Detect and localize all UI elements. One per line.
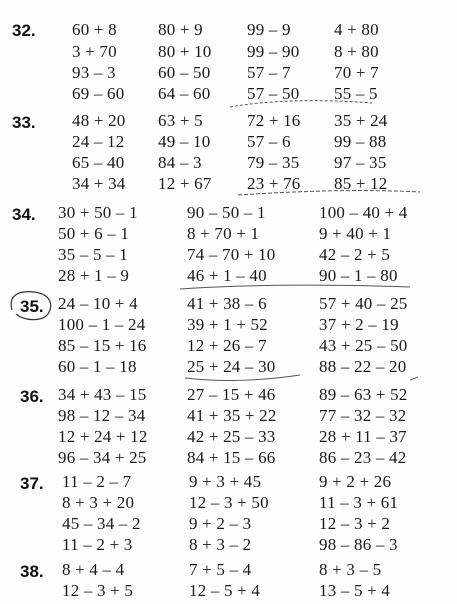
expression: 30 + 50 – 1: [58, 203, 138, 222]
expression: 85 + 12: [334, 174, 388, 193]
expression: 37 + 2 – 19: [319, 315, 399, 334]
expression: 57 + 40 – 25: [319, 294, 408, 313]
expression: 69 – 60: [72, 84, 125, 103]
expression: 80 + 9: [158, 20, 203, 39]
expression: 8 + 3 – 5: [319, 560, 382, 579]
expression: 97 – 35: [334, 153, 387, 172]
expression: 96 – 34 + 25: [58, 448, 147, 467]
expression: 43 + 25 – 50: [319, 336, 408, 355]
expression: 46 + 1 – 40: [187, 266, 267, 285]
expression: 98 – 12 – 34: [58, 406, 146, 425]
expression: 42 + 25 – 33: [187, 427, 276, 446]
expression: 42 – 2 + 5: [319, 245, 391, 264]
exercise-number: 33.: [12, 113, 36, 132]
expression: 13 – 5 + 4: [319, 581, 391, 600]
expression: 24 – 10 + 4: [58, 294, 138, 313]
expression: 49 – 10: [158, 132, 211, 151]
expression: 57 – 7: [247, 63, 291, 82]
expression: 100 – 40 + 4: [319, 203, 408, 222]
pencil-mark: [410, 377, 418, 380]
expression: 9 + 40 + 1: [319, 224, 392, 243]
expression: 93 – 3: [72, 63, 116, 82]
expression: 12 – 3 + 5: [62, 581, 134, 600]
expression: 90 – 1 – 80: [319, 266, 398, 285]
expression: 11 – 2 + 3: [62, 535, 133, 554]
expression: 35 – 5 – 1: [58, 245, 128, 264]
expression: 8 + 4 – 4: [62, 560, 125, 579]
expression: 11 – 3 + 61: [319, 493, 399, 512]
expression: 28 + 1 – 9: [58, 266, 130, 285]
expression: 12 – 3 + 50: [189, 493, 269, 512]
expression: 23 + 76: [247, 174, 301, 193]
expression: 60 – 50: [158, 63, 211, 82]
expression: 99 – 90: [247, 42, 300, 61]
expression: 99 – 88: [334, 132, 387, 151]
exercise-number: 36.: [20, 387, 44, 406]
expression: 12 + 26 – 7: [187, 336, 267, 355]
expression: 34 + 34: [72, 174, 126, 193]
expression: 4 + 80: [334, 20, 379, 39]
expression: 12 – 5 + 4: [189, 581, 261, 600]
expression: 8 + 3 + 20: [62, 493, 135, 512]
expression: 86 – 23 – 42: [319, 448, 407, 467]
expression: 41 + 38 – 6: [187, 294, 267, 313]
expression: 9 + 3 + 45: [189, 472, 262, 491]
expression: 35 + 24: [334, 111, 388, 130]
expression: 8 + 80: [334, 42, 379, 61]
expression: 57 – 50: [247, 84, 300, 103]
expression: 7 + 5 – 4: [189, 560, 252, 579]
expression: 8 + 3 – 2: [189, 535, 252, 554]
expression: 65 – 40: [72, 153, 125, 172]
exercise-number: 32.: [12, 21, 36, 40]
expression: 24 – 12: [72, 132, 125, 151]
expression: 85 – 15 + 16: [58, 336, 147, 355]
expression: 72 + 16: [247, 111, 301, 130]
expression: 25 + 24 – 30: [187, 357, 276, 376]
expression: 80 + 10: [158, 42, 212, 61]
expression: 12 + 67: [158, 174, 212, 193]
exercise-number: 38.: [20, 562, 44, 581]
expression: 45 – 34 – 2: [62, 514, 141, 533]
expression: 60 + 8: [72, 20, 117, 39]
expression: 50 + 6 – 1: [58, 224, 130, 243]
expression: 12 + 24 + 12: [58, 427, 148, 446]
expression: 79 – 35: [247, 153, 300, 172]
expression: 89 – 63 + 52: [319, 385, 408, 404]
exercise-number: 35.: [20, 297, 44, 316]
expression: 9 + 2 + 26: [319, 472, 392, 491]
expression: 100 – 1 – 24: [58, 315, 146, 334]
expression: 90 – 50 – 1: [187, 203, 266, 222]
expression: 12 – 3 + 2: [319, 514, 391, 533]
expression: 34 + 43 – 15: [58, 385, 147, 404]
expression: 28 + 11 – 37: [319, 427, 407, 446]
exercise-number: 34.: [12, 205, 36, 224]
expression: 88 – 22 – 20: [319, 357, 407, 376]
expression: 57 – 6: [247, 132, 291, 151]
expression: 55 – 5: [334, 84, 378, 103]
expression: 27 – 15 + 46: [187, 385, 276, 404]
expression: 48 + 20: [72, 111, 126, 130]
expression: 77 – 32 – 32: [319, 406, 407, 425]
expression: 84 + 15 – 66: [187, 448, 276, 467]
expression: 60 – 1 – 18: [58, 357, 137, 376]
expression: 70 + 7: [334, 63, 379, 82]
expression: 3 + 70: [72, 42, 117, 61]
expression: 8 + 70 + 1: [187, 224, 260, 243]
expression: 9 + 2 – 3: [189, 514, 252, 533]
expression: 99 – 9: [247, 20, 291, 39]
expression: 63 + 5: [158, 111, 203, 130]
expression: 74 – 70 + 10: [187, 245, 276, 264]
expression: 84 – 3: [158, 153, 202, 172]
expression: 64 – 60: [158, 84, 211, 103]
expression: 98 – 86 – 3: [319, 535, 398, 554]
expression: 41 + 35 + 22: [187, 406, 277, 425]
expression: 11 – 2 – 7: [62, 472, 132, 491]
exercise-number: 37.: [20, 474, 44, 493]
expression: 39 + 1 + 52: [187, 315, 268, 334]
